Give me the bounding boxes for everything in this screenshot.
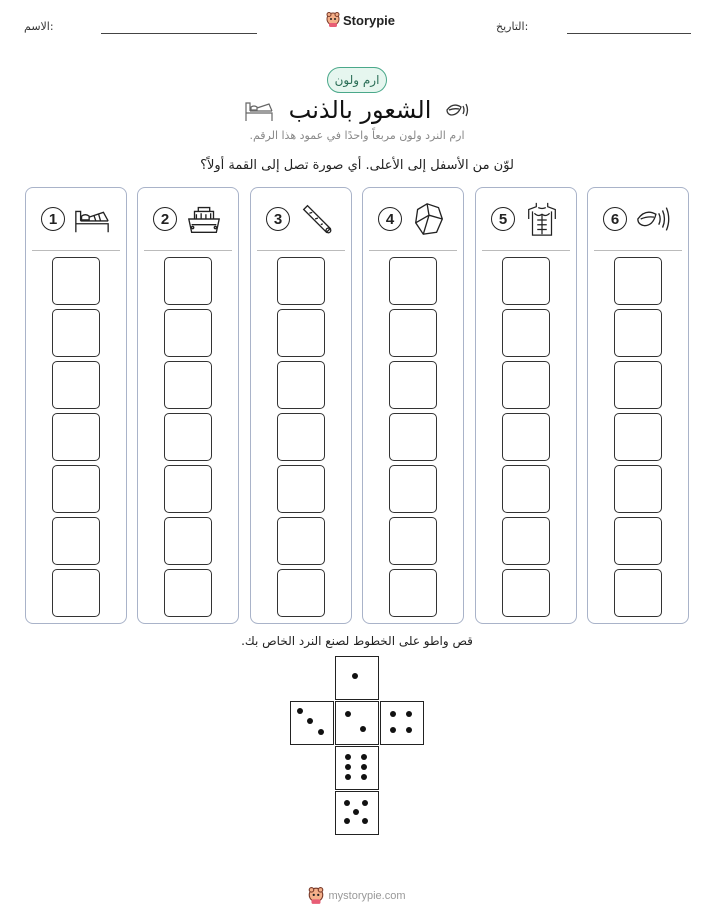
color-box[interactable] <box>502 361 550 409</box>
column-divider <box>369 250 457 251</box>
color-box[interactable] <box>502 309 550 357</box>
brand-logo <box>326 12 395 28</box>
activity-badge: ارم ولون <box>327 67 387 93</box>
column-header <box>476 188 576 250</box>
column-number: 3 <box>266 207 290 231</box>
color-box[interactable] <box>389 413 437 461</box>
column-number: 4 <box>378 207 402 231</box>
color-box[interactable] <box>52 257 100 305</box>
color-box[interactable] <box>164 517 212 565</box>
color-box[interactable] <box>614 569 662 617</box>
die-face-3 <box>290 701 334 745</box>
color-box[interactable] <box>614 465 662 513</box>
die-pip <box>318 729 324 735</box>
color-box[interactable] <box>52 569 100 617</box>
color-box[interactable] <box>502 257 550 305</box>
name-label: الاسم: <box>24 20 54 33</box>
die-pip <box>361 764 367 770</box>
color-box[interactable] <box>164 413 212 461</box>
color-box[interactable] <box>277 309 325 357</box>
die-pip <box>345 754 351 760</box>
color-box[interactable] <box>389 465 437 513</box>
die-pip <box>345 764 351 770</box>
cut-instruction: قص واطو على الخطوط لصنع النرد الخاص بك. <box>241 634 473 648</box>
die-pip <box>362 818 368 824</box>
column-1 <box>25 187 127 624</box>
die-pip <box>352 673 358 679</box>
brand-name: Storypie <box>343 12 396 28</box>
mouth-speaking-icon <box>635 200 673 238</box>
column-divider <box>257 250 345 251</box>
column-number: 6 <box>603 207 627 231</box>
die-face-5 <box>335 791 379 835</box>
color-box[interactable] <box>52 517 100 565</box>
date-label: التاريخ: <box>496 20 529 33</box>
game-question: لوّن من الأسفل إلى الأعلى. أي صورة تصل إلى القمة أولاً؟ <box>200 158 514 173</box>
column-divider <box>482 250 570 251</box>
instructions-subtitle: ارم النرد ولون مربعاً واحدًا في عمود هذا الرقم. <box>249 129 465 142</box>
color-box[interactable] <box>164 361 212 409</box>
die-pip <box>390 727 396 733</box>
color-box[interactable] <box>614 413 662 461</box>
footer-url[interactable]: mystorypie.com <box>328 890 406 902</box>
color-box[interactable] <box>52 465 100 513</box>
die-pip <box>360 726 366 732</box>
color-box[interactable] <box>614 361 662 409</box>
color-box[interactable] <box>277 413 325 461</box>
column-5 <box>475 187 577 624</box>
color-box[interactable] <box>502 517 550 565</box>
color-box[interactable] <box>614 309 662 357</box>
color-box[interactable] <box>277 361 325 409</box>
die-pip <box>361 754 367 760</box>
die-pip <box>406 727 412 733</box>
page-title: الشعور بالذنب <box>288 96 432 124</box>
column-6 <box>587 187 689 624</box>
column-number: 2 <box>153 207 177 231</box>
die-pip <box>353 809 359 815</box>
die-face-2 <box>335 701 379 745</box>
color-box[interactable] <box>502 413 550 461</box>
bed-icon <box>73 200 111 238</box>
color-box[interactable] <box>277 257 325 305</box>
color-box[interactable] <box>277 517 325 565</box>
column-3 <box>250 187 352 624</box>
color-box[interactable] <box>389 257 437 305</box>
color-box[interactable] <box>164 257 212 305</box>
die-pip <box>307 718 313 724</box>
color-box[interactable] <box>614 257 662 305</box>
column-header <box>588 188 688 250</box>
die-pip <box>362 800 368 806</box>
column-4 <box>362 187 464 624</box>
die-pip <box>345 774 351 780</box>
column-header <box>26 188 126 250</box>
stick-icon <box>298 200 336 238</box>
muscular-torso-icon <box>523 200 561 238</box>
color-box[interactable] <box>52 309 100 357</box>
color-box[interactable] <box>164 569 212 617</box>
color-box[interactable] <box>52 361 100 409</box>
footer <box>0 884 714 908</box>
die-pip <box>297 708 303 714</box>
die-face-4 <box>380 701 424 745</box>
die-pip <box>344 800 350 806</box>
column-number: 5 <box>491 207 515 231</box>
color-box[interactable] <box>389 361 437 409</box>
color-box[interactable] <box>502 465 550 513</box>
color-box[interactable] <box>389 517 437 565</box>
color-box[interactable] <box>164 465 212 513</box>
column-number: 1 <box>41 207 65 231</box>
column-header <box>363 188 463 250</box>
die-pip <box>390 711 396 717</box>
color-box[interactable] <box>389 569 437 617</box>
column-divider <box>594 250 682 251</box>
die-pip <box>345 711 351 717</box>
die-face-6 <box>335 746 379 790</box>
storypie-mascot-icon <box>326 12 340 28</box>
color-box[interactable] <box>52 413 100 461</box>
name-line[interactable] <box>101 33 257 34</box>
rock-icon <box>410 200 448 238</box>
color-box[interactable] <box>502 569 550 617</box>
die-pip <box>406 711 412 717</box>
color-box[interactable] <box>614 517 662 565</box>
storypie-mascot-icon <box>308 887 324 905</box>
column-divider <box>144 250 232 251</box>
bed-icon <box>243 97 275 123</box>
die-pip <box>344 818 350 824</box>
column-header <box>251 188 351 250</box>
color-box[interactable] <box>277 569 325 617</box>
mouth-speaking-icon <box>445 99 471 121</box>
column-header <box>138 188 238 250</box>
title-row <box>0 92 714 128</box>
column-divider <box>32 250 120 251</box>
column-2 <box>137 187 239 624</box>
color-box[interactable] <box>389 309 437 357</box>
die-pip <box>361 774 367 780</box>
date-line[interactable] <box>567 33 691 34</box>
color-box[interactable] <box>277 465 325 513</box>
die-face-1 <box>335 656 379 700</box>
color-box[interactable] <box>164 309 212 357</box>
toolbox-icon <box>185 200 223 238</box>
